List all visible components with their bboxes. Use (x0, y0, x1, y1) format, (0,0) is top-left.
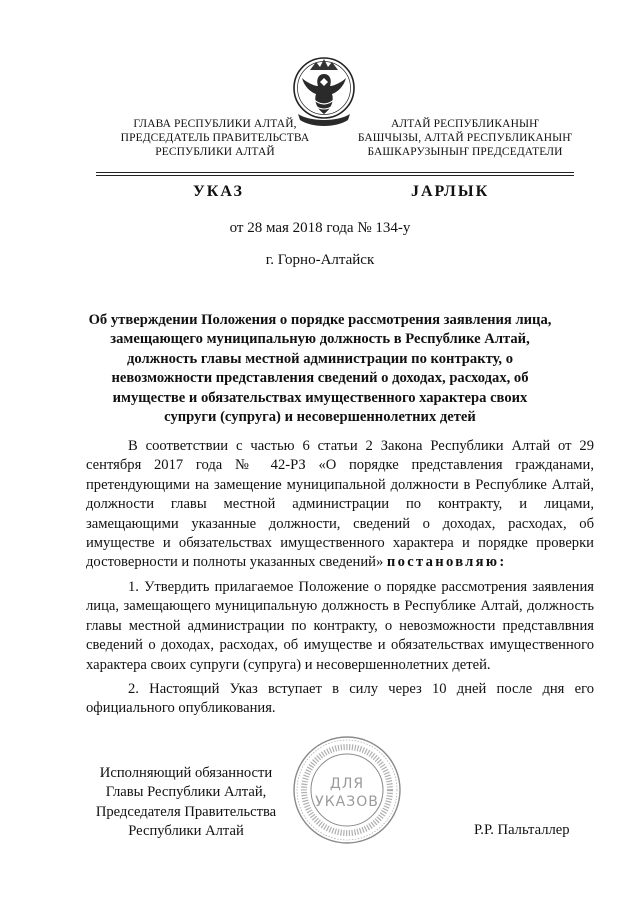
signatory-line: Республики Алтай (128, 823, 244, 840)
stamp-line2: УКАЗОВ (315, 794, 379, 810)
date-number-line: от 28 мая 2018 года № 134-у (229, 220, 411, 236)
header-left-ru (100, 117, 330, 159)
item-2: 2. Настоящий Указ вступает в силу через 10 дней после дня его официального опубликования. (86, 681, 594, 717)
header-left-line: РЕСПУБЛИКИ АЛТАЙ (155, 146, 275, 158)
doc-type-alt: JАРЛЫК (411, 183, 490, 200)
signatory-line: Главы Республики Алтай, (105, 784, 267, 801)
item-1: 1. Утвердить прилагаемое Положение о порядке рассмотрения заявления лица, замещающего муниципальную должность в Республике Алтай, должность главы местной администрации по контракту, о невозможности представлвния сведений о доходах, расходах, об имуществе и обязательствах имущественного характера своих супруги (супруга) и несовершеннолетних детей. (86, 579, 594, 673)
decree-title: Об утверждении Положения о порядке рассмотрения заявления лица, замещающего муниципальную должность в Республике Алтай, должность главы местной администрации по контракту, о невозможности представления сведений о доходах, расходах, об имуществе и обязательствах имущественного характера своих супруги (супруга) и несовершеннолетних детей (88, 312, 552, 426)
signatory-name: Р.Р. Пальталлер (474, 822, 570, 838)
header-right-line: БАШКАРУЗЫНЫҤ ПРЕДСЕДАТЕЛИ (367, 146, 563, 158)
header-right-alt (340, 117, 590, 159)
preamble-text: В соответствии с частью 6 статьи 2 Закона Республики Алтай от 29 сентября 2017 года № 42-РЗ «О порядке представления гражданами, претендующими на замещение муниципальной должности в Республике Алтай, должности главы местной администрации по контракту, и лицами, замещающими указанные должности, сведений о доходах, расходах, об имуществе и обязательствах имущественного характера и порядке проверки достоверности и полноты указанных сведений» (86, 438, 594, 571)
decree-word: постановляю: (386, 554, 507, 571)
header-right-line: БАШЧЫЗЫ, АЛТАЙ РЕСПУБЛИКАНЫҤ (357, 132, 573, 144)
official-stamp (291, 734, 403, 846)
header-divider-thin (96, 175, 574, 176)
header-right-line: АЛТАЙ РЕСПУБЛИКАНЫҤ (391, 118, 539, 130)
stamp-line1: ДЛЯ (329, 776, 365, 792)
signatory-line: Исполняющий обязанности (99, 765, 273, 781)
header-left-line: ПРЕДСЕДАТЕЛЬ ПРАВИТЕЛЬСТВА (120, 132, 310, 144)
header-divider (96, 172, 574, 173)
signatory-position (86, 764, 286, 842)
city-line: г. Горно-Алтайск (265, 252, 375, 268)
header-left-line: ГЛАВА РЕСПУБЛИКИ АЛТАЙ, (133, 118, 297, 130)
signatory-line: Председателя Правительства (95, 803, 277, 820)
preamble-paragraph (86, 437, 594, 573)
doc-type-ru: УКАЗ (193, 183, 244, 200)
